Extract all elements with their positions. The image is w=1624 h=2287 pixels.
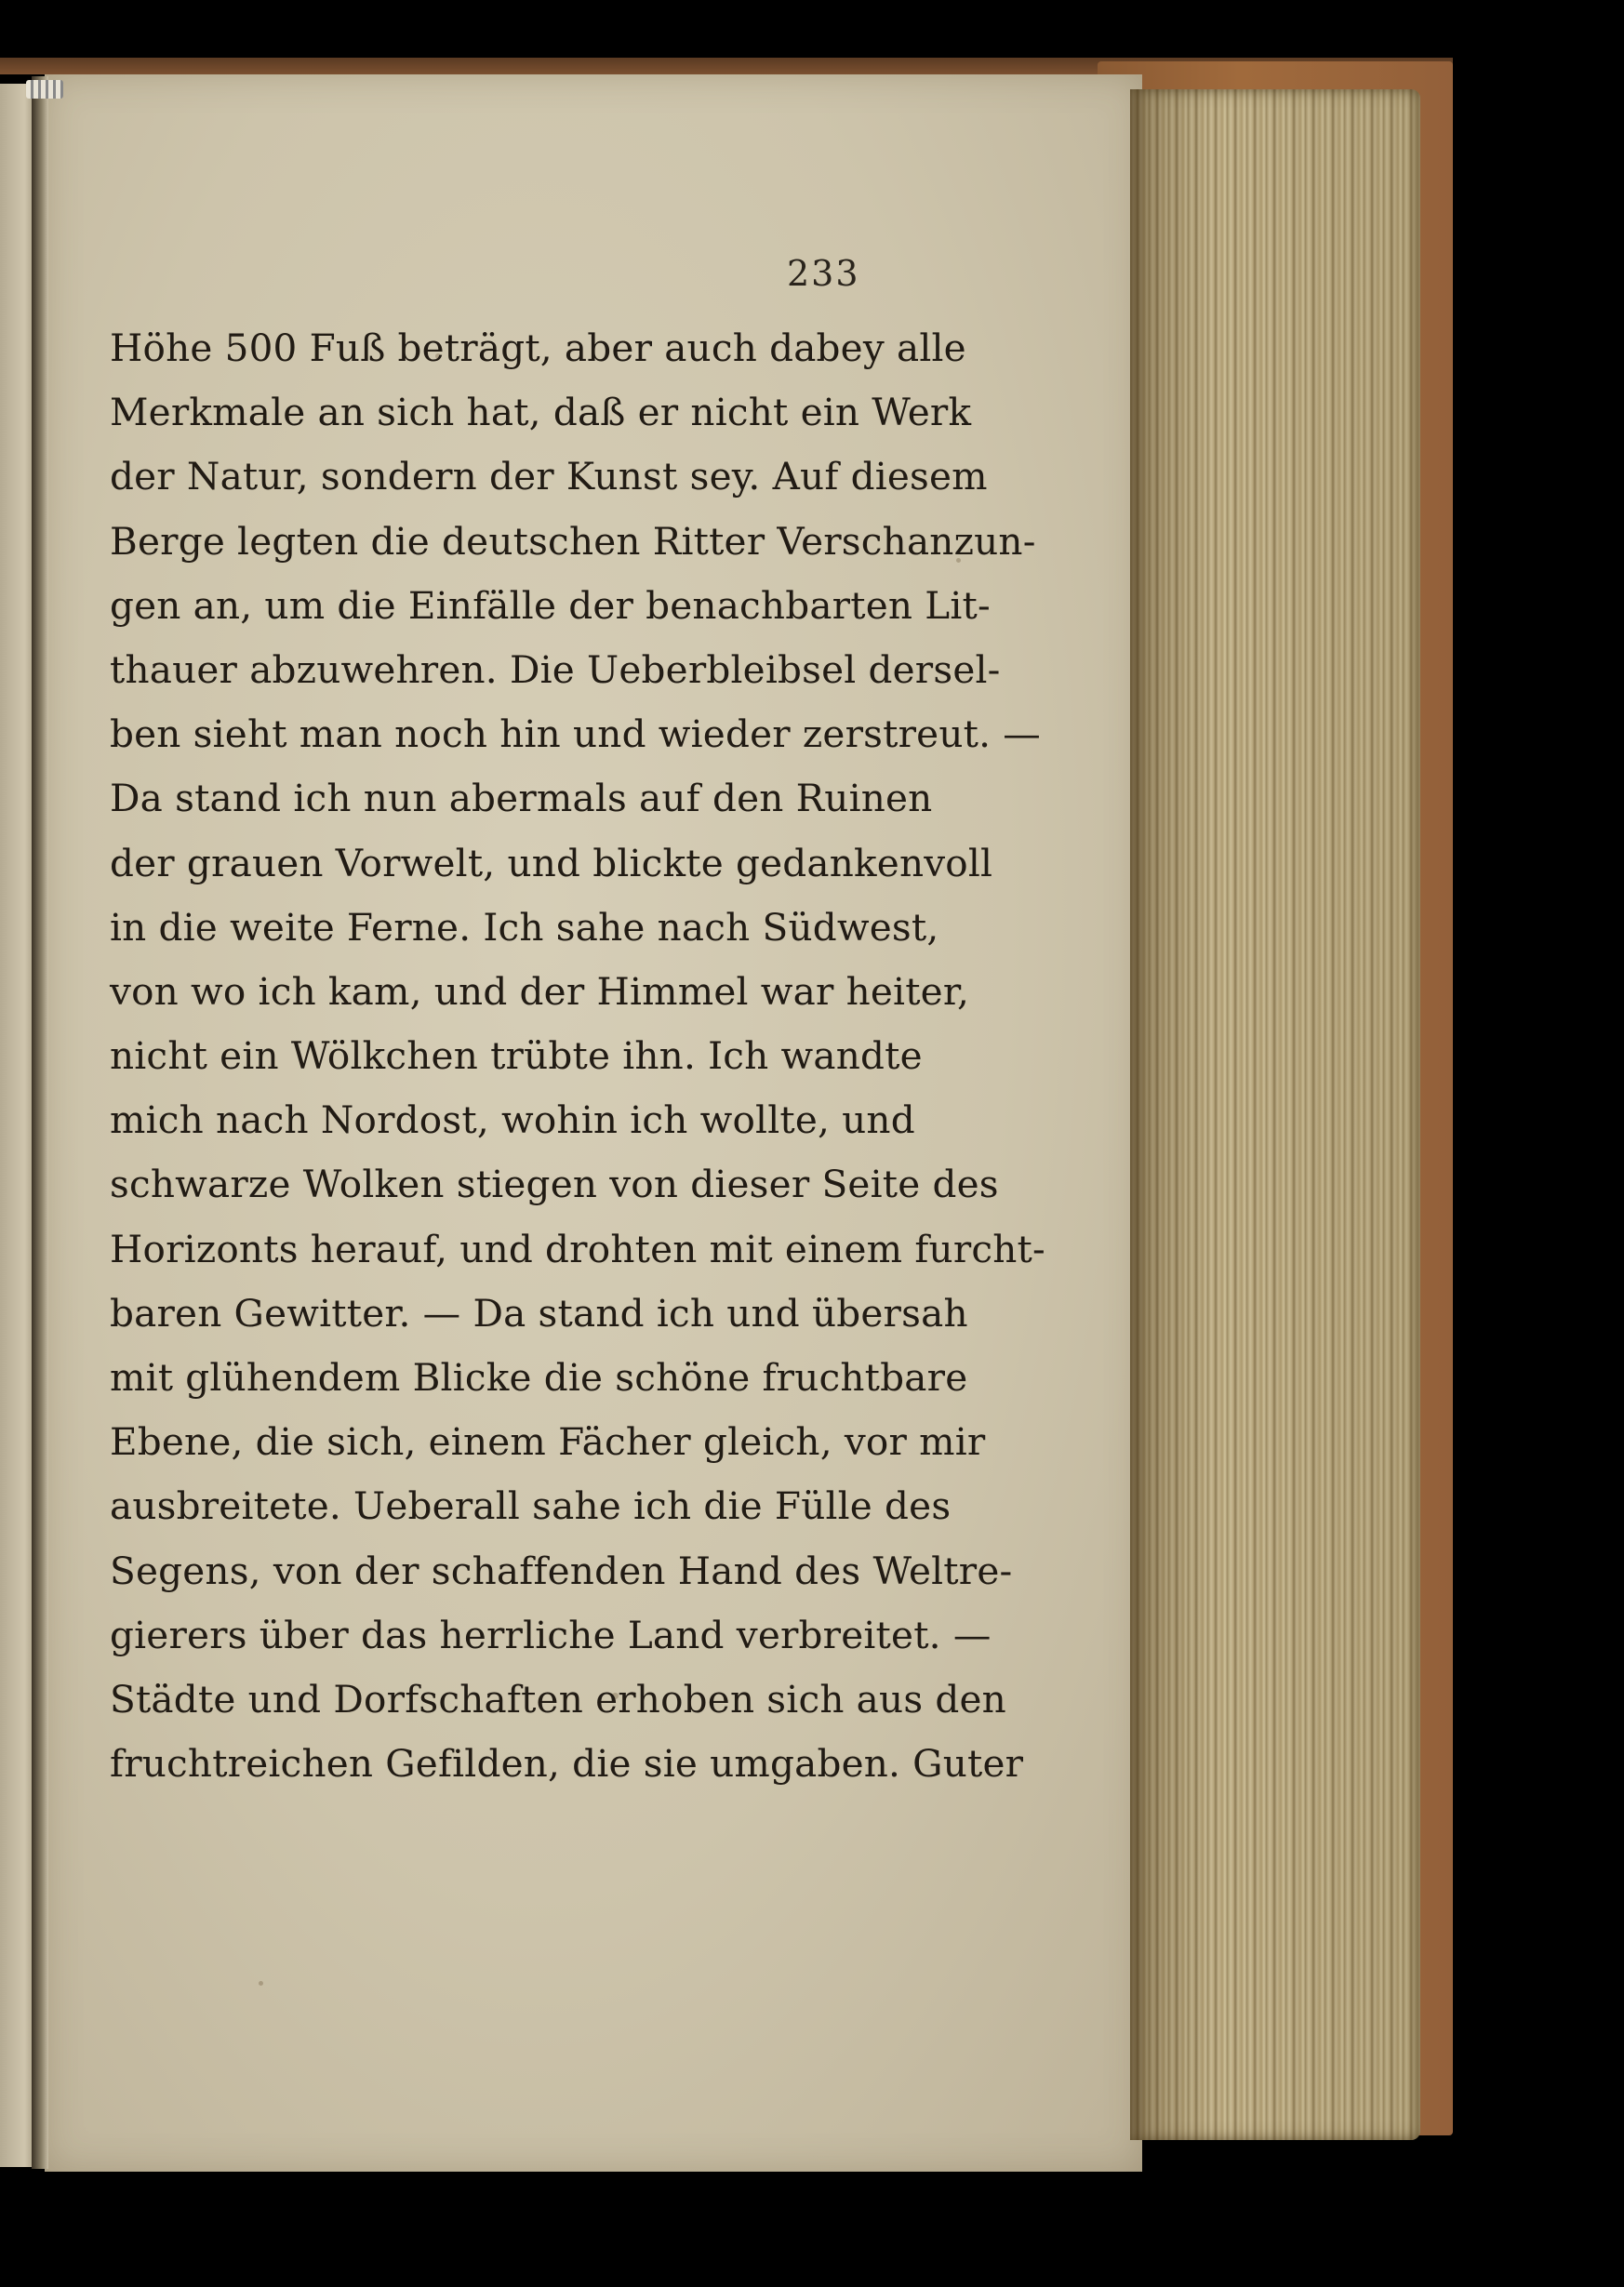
text-line: gierers über das herrliche Land verbreitet. — <box>110 1612 992 1657</box>
facing-page-sliver <box>0 84 35 2167</box>
paper-speck <box>259 1981 263 1986</box>
text-line: in die weite Ferne. Ich sahe nach Südwest, <box>110 904 939 950</box>
page-edges-shadow <box>1130 89 1420 2140</box>
text-line: von wo ich kam, und der Himmel war heiter, <box>110 968 970 1014</box>
text-line: Da stand ich nun abermals auf den Ruinen <box>110 776 933 821</box>
text-line: Merkmale an sich hat, daß er nicht ein Werk <box>110 390 972 435</box>
text-line: ausbreitete. Ueberall sahe ich die Fülle des <box>110 1483 952 1529</box>
text-line: Höhe 500 Fuß beträgt, aber auch dabey alle <box>110 326 966 370</box>
text-line: mit glühendem Blicke die schöne fruchtbare <box>110 1355 968 1400</box>
text-line: baren Gewitter. — Da stand ich und übersah <box>110 1290 968 1336</box>
text-line: gen an, um die Einfälle der benachbarten Lit- <box>110 582 991 628</box>
body-text <box>110 316 1045 1796</box>
text-line: mich nach Nordost, wohin ich wollte, und <box>110 1097 915 1143</box>
text-line: der grauen Vorwelt, und blickte gedankenvoll <box>110 840 993 885</box>
text-line: fruchtreichen Gefilden, die sie umgaben. Guter <box>110 1741 1024 1787</box>
page-gutter <box>32 76 48 2169</box>
text-line: thauer abzuwehren. Die Ueberbleibsel dersel- <box>110 646 1001 692</box>
text-line: nicht ein Wölkchen trübte ihn. Ich wandte <box>110 1033 923 1079</box>
text-line: Horizonts herauf, und drohten mit einem furcht- <box>110 1226 1045 1271</box>
text-line: Ebene, die sich, einem Fächer gleich, vor mir <box>110 1419 986 1465</box>
text-line: der Natur, sondern der Kunst sey. Auf diesem <box>110 454 988 499</box>
text-line: schwarze Wolken stiegen von dieser Seite des <box>110 1162 999 1207</box>
text-line: Berge legten die deutschen Ritter Verschanzun- <box>110 518 1036 564</box>
text-line: Segens, von der schaffenden Hand des Weltre- <box>110 1548 1013 1593</box>
binding-thread <box>26 80 63 99</box>
text-line: ben sieht man noch hin und wieder zerstreut. — <box>110 711 1041 757</box>
text-line: Städte und Dorfschaften erhoben sich aus den <box>110 1676 1006 1722</box>
page-number: 233 <box>787 253 860 294</box>
